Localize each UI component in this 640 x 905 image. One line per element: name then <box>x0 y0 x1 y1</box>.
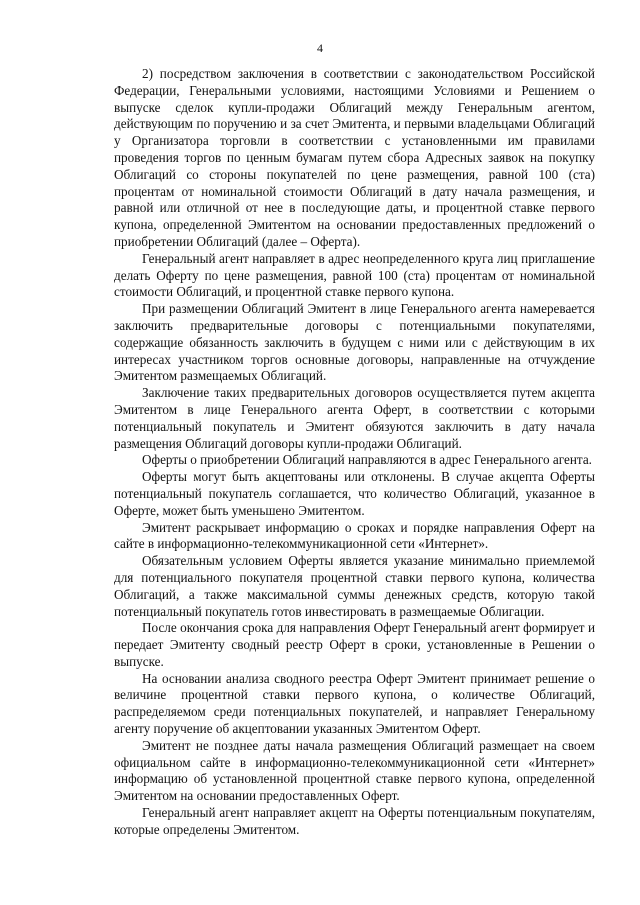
page-number: 4 <box>317 41 323 55</box>
paragraph: Заключение таких предварительных договоров осуществляется путем акцепта Эмитентом в лице Генерального агента Оферт, в соответствии с которыми потенциальный покупатель и Эмитент обязуются заключить в дату начала размещения Облигаций договоры купли-продажи Облигаций. <box>114 385 595 451</box>
paragraph: Генеральный агент направляет акцепт на Оферты потенциальным покупателям, которые определены Эмитентом. <box>114 805 595 837</box>
paragraph: Эмитент не позднее даты начала размещения Облигаций размещает на своем официальном сайте в информационно-телекоммуникационной сети «Интернет» информацию об установленной процентной ставке первого купона, определенной Эмитентом на основании предоставленных Оферт. <box>114 737 595 804</box>
paragraph: После окончания срока для направления Оферт Генеральный агент формирует и передает Эмитенту сводный реестр Оферт в сроки, установленные в Решении о выпуске. <box>114 620 595 669</box>
paragraph: Оферты о приобретении Облигаций направляются в адрес Генерального агента. <box>142 452 592 468</box>
paragraph: На основании анализа сводного реестра Оферт Эмитент принимает решение о величине процентной ставки первого купона, о количестве Облигаций, распределяемом среди потенциальных покупателей, и направляет Генеральному агенту поручение об акцептовании указанных Эмитентом Оферт. <box>114 670 595 737</box>
paragraph: 2) посредством заключения в соответствии с законодательством Российской Федерации, Генеральными условиями, настоящими Условиями и Решением о выпуске сделок купли-продажи Облигаций между Генеральным агентом, действующим по поручению и за счет Эмитента, и первыми владельцами Облигаций у Организатора торговли в соответствии с установленными им правилами проведения торгов по ценным бумагам путем сбора Адресных заявок на покупку Облигаций со стороны покупателей по цене размещения, равной 100 (ста) процентам от номинальной стоимости Облигаций в дату начала размещения, и равной или отличной от нее в последующие даты, и процентной ставке первого купона, определенной Эмитентом на основании предоставленных предложений о приобретении Облигаций (далее – Оферта). <box>114 66 595 249</box>
paragraph: Эмитент раскрывает информацию о сроках и порядке направления Оферт на сайте в информационно-телекоммуникационной сети «Интернет». <box>114 519 595 552</box>
paragraph: Оферты могут быть акцептованы или отклонены. В случае акцепта Оферты потенциальный покупатель соглашается, что количество Облигаций, указанное в Оферте, может быть уменьшено Эмитентом. <box>114 469 595 518</box>
paragraph: Генеральный агент направляет в адрес неопределенного круга лиц приглашение делать Оферту по цене размещения, равной 100 (ста) процентам от номинальной стоимости Облигаций, и процентной ставке первого купона. <box>114 250 595 300</box>
document-body <box>114 66 595 839</box>
paragraph: При размещении Облигаций Эмитент в лице Генерального агента намеревается заключить предварительные договоры с потенциальными покупателями, содержащие обязанность заключить в будущем с ними или с действующим в их интересах участником торгов основные договоры, направленные на отчуждение Эмитентом размещаемых Облигаций. <box>114 301 595 384</box>
paragraph: Обязательным условием Оферты является указание минимально приемлемой для потенциального покупателя процентной ставки первого купона, количества Облигаций, а также максимальной суммы денежных средств, которую такой потенциальный покупатель готов инвестировать в размещаемые Облигации. <box>114 553 595 619</box>
